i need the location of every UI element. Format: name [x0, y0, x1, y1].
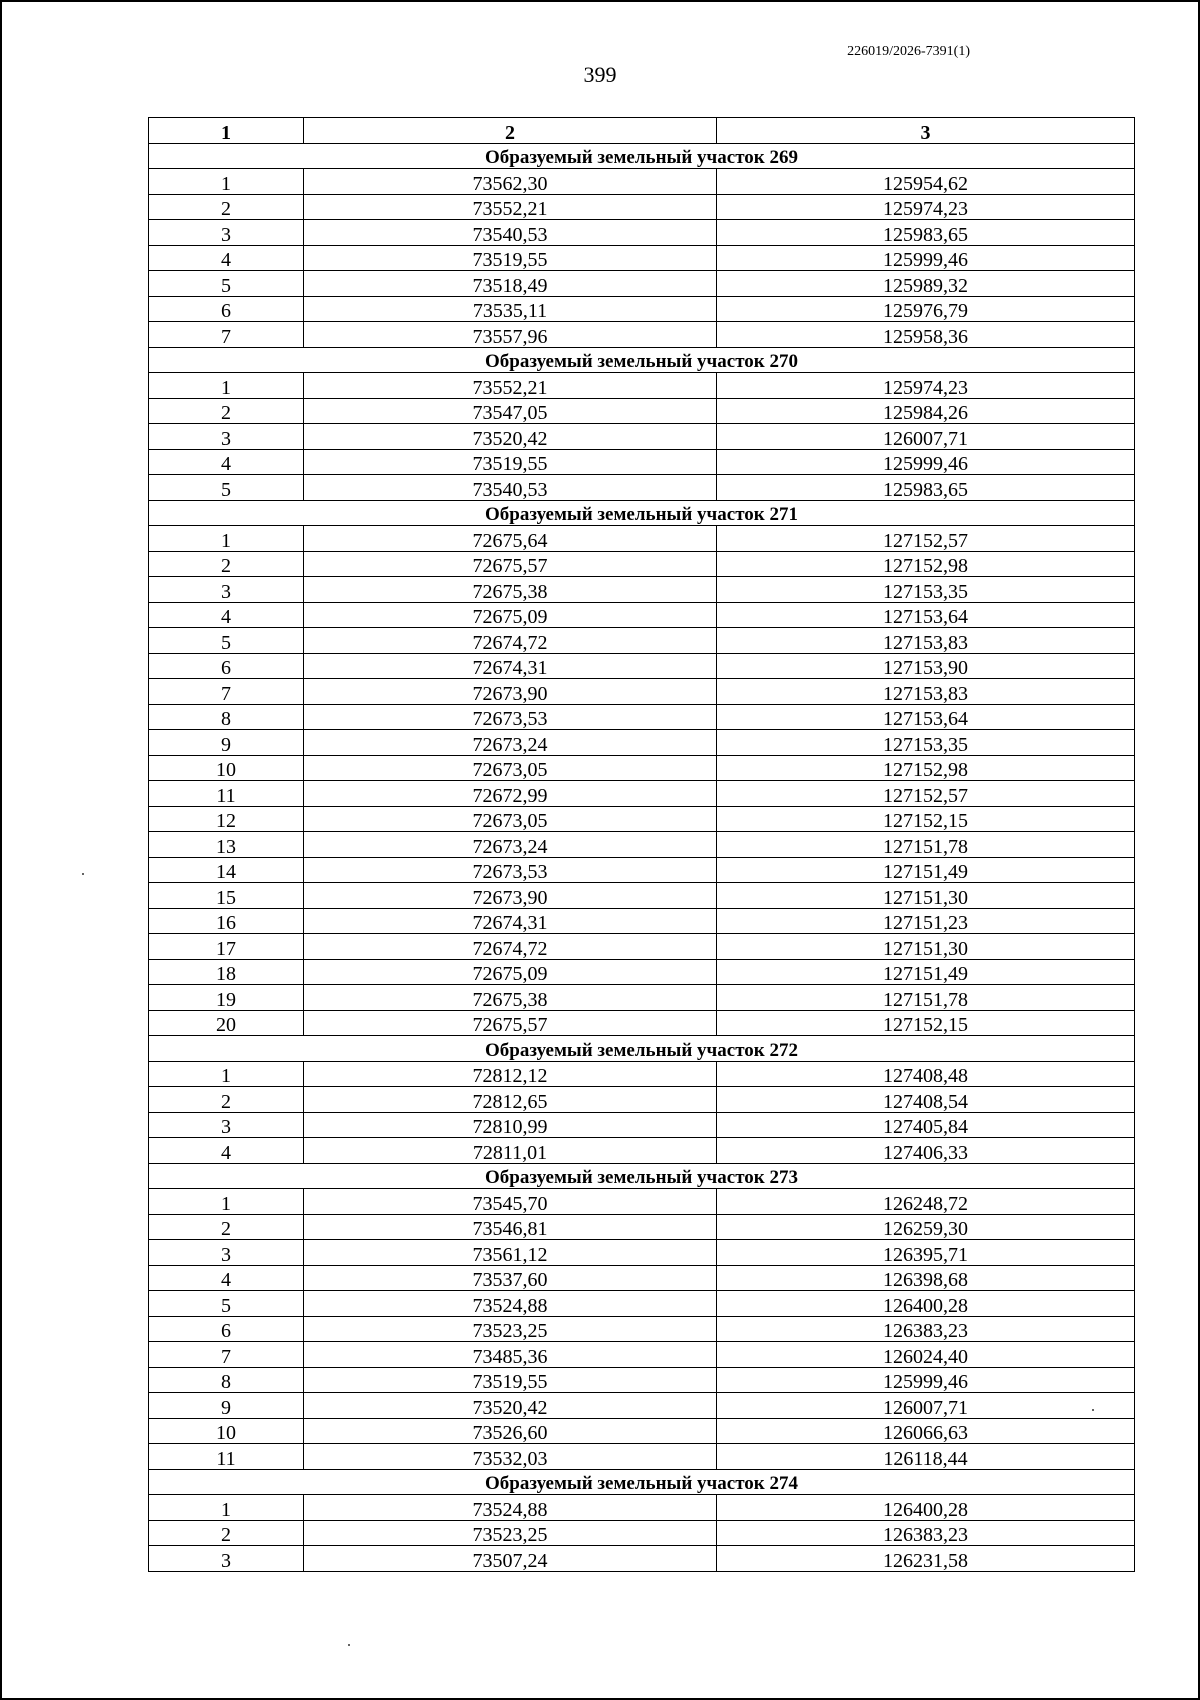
coordinate-y-cell: 127408,54 [717, 1087, 1135, 1113]
table-row [149, 526, 1135, 552]
coordinate-x-cell: 72675,38 [304, 985, 717, 1011]
point-number-cell: 1 [149, 169, 304, 195]
coordinate-x-cell: 73537,60 [304, 1265, 717, 1291]
coordinate-y-cell: 126395,71 [717, 1240, 1135, 1266]
coordinate-x-cell: 72812,65 [304, 1087, 717, 1113]
point-number-cell: 3 [149, 1546, 304, 1572]
point-number-cell: 4 [149, 245, 304, 271]
point-number-cell: 9 [149, 730, 304, 756]
table-row [149, 1265, 1135, 1291]
table-row [149, 245, 1135, 271]
coordinate-y-cell: 127406,33 [717, 1138, 1135, 1164]
coordinate-x-cell: 72674,31 [304, 908, 717, 934]
coordinate-x-cell: 73523,25 [304, 1316, 717, 1342]
point-number-cell: 2 [149, 1214, 304, 1240]
point-number-cell: 2 [149, 398, 304, 424]
table-row [149, 806, 1135, 832]
coordinate-y-cell: 127153,90 [717, 653, 1135, 679]
table-row [149, 1418, 1135, 1444]
point-number-cell: 9 [149, 1393, 304, 1419]
coordinate-x-cell: 73526,60 [304, 1418, 717, 1444]
point-number-cell: 6 [149, 1316, 304, 1342]
point-number-cell: 20 [149, 1010, 304, 1036]
table-row [149, 169, 1135, 195]
coordinate-x-cell: 73562,30 [304, 169, 717, 195]
coordinate-x-cell: 73519,55 [304, 1367, 717, 1393]
page-number: 399 [583, 62, 617, 87]
coordinate-x-cell: 72675,09 [304, 602, 717, 628]
coordinate-x-cell: 72675,57 [304, 551, 717, 577]
point-number-cell: 3 [149, 220, 304, 246]
coordinate-y-cell: 127151,23 [717, 908, 1135, 934]
point-number-cell: 3 [149, 1112, 304, 1138]
table-row [149, 755, 1135, 781]
coordinate-x-cell: 72673,53 [304, 704, 717, 730]
coordinate-y-cell: 125983,65 [717, 475, 1135, 501]
coordinates-table [148, 117, 1135, 1572]
coordinate-y-cell: 127152,98 [717, 755, 1135, 781]
point-number-cell: 5 [149, 1291, 304, 1317]
coordinate-x-cell: 72675,09 [304, 959, 717, 985]
table-row [149, 1520, 1135, 1546]
coordinate-y-cell: 127151,49 [717, 857, 1135, 883]
scan-speck [348, 1644, 350, 1646]
table-header-row [149, 118, 1135, 144]
scan-speck [1092, 1409, 1094, 1411]
coordinate-x-cell: 73540,53 [304, 220, 717, 246]
point-number-cell: 4 [149, 602, 304, 628]
point-number-cell: 1 [149, 526, 304, 552]
coordinate-x-cell: 73524,88 [304, 1291, 717, 1317]
coordinate-y-cell: 127405,84 [717, 1112, 1135, 1138]
coordinate-y-cell: 126231,58 [717, 1546, 1135, 1572]
point-number-cell: 7 [149, 1342, 304, 1368]
point-number-cell: 1 [149, 373, 304, 399]
table-row [149, 602, 1135, 628]
section-title-row [149, 500, 1135, 526]
table-row [149, 1189, 1135, 1215]
point-number-cell: 3 [149, 424, 304, 450]
coordinate-x-cell: 72673,05 [304, 755, 717, 781]
point-number-cell: 1 [149, 1189, 304, 1215]
coordinate-x-cell: 72673,53 [304, 857, 717, 883]
point-number-cell: 5 [149, 271, 304, 297]
coordinate-x-cell: 73532,03 [304, 1444, 717, 1470]
point-number-cell: 15 [149, 883, 304, 909]
coordinate-x-cell: 73561,12 [304, 1240, 717, 1266]
section-title: Образуемый земельный участок 274 [149, 1469, 1135, 1495]
table-row [149, 296, 1135, 322]
coordinate-y-cell: 126118,44 [717, 1444, 1135, 1470]
coordinate-x-cell: 72812,12 [304, 1061, 717, 1087]
section-title: Образуемый земельный участок 273 [149, 1163, 1135, 1189]
table-row [149, 1495, 1135, 1521]
point-number-cell: 11 [149, 781, 304, 807]
coordinate-y-cell: 127153,83 [717, 628, 1135, 654]
section-title: Образуемый земельный участок 269 [149, 143, 1135, 169]
coordinate-y-cell: 127151,78 [717, 985, 1135, 1011]
coordinate-x-cell: 73519,55 [304, 245, 717, 271]
coordinate-y-cell: 125983,65 [717, 220, 1135, 246]
table-row [149, 1367, 1135, 1393]
section-title-row [149, 347, 1135, 373]
point-number-cell: 8 [149, 1367, 304, 1393]
coordinate-x-cell: 72810,99 [304, 1112, 717, 1138]
coordinate-x-cell: 73557,96 [304, 322, 717, 348]
table-row [149, 1342, 1135, 1368]
table-row [149, 398, 1135, 424]
point-number-cell: 14 [149, 857, 304, 883]
point-number-cell: 2 [149, 194, 304, 220]
table-row [149, 883, 1135, 909]
coordinate-x-cell: 72675,38 [304, 577, 717, 603]
coordinate-x-cell: 73552,21 [304, 373, 717, 399]
section-title: Образуемый земельный участок 272 [149, 1036, 1135, 1062]
table-row [149, 1240, 1135, 1266]
point-number-cell: 7 [149, 322, 304, 348]
coordinate-y-cell: 125974,23 [717, 373, 1135, 399]
coordinate-y-cell: 127151,49 [717, 959, 1135, 985]
coordinate-x-cell: 72674,72 [304, 628, 717, 654]
point-number-cell: 10 [149, 755, 304, 781]
table-row [149, 475, 1135, 501]
coordinate-x-cell: 73520,42 [304, 424, 717, 450]
table-row [149, 985, 1135, 1011]
table-row [149, 628, 1135, 654]
coordinate-y-cell: 126007,71 [717, 424, 1135, 450]
coordinate-x-cell: 73546,81 [304, 1214, 717, 1240]
table-row [149, 1546, 1135, 1572]
coordinate-x-cell: 73540,53 [304, 475, 717, 501]
table-row [149, 1214, 1135, 1240]
section-title: Образуемый земельный участок 271 [149, 500, 1135, 526]
point-number-cell: 4 [149, 1265, 304, 1291]
point-number-cell: 4 [149, 449, 304, 475]
point-number-cell: 2 [149, 551, 304, 577]
section-title-row [149, 1036, 1135, 1062]
table-row [149, 424, 1135, 450]
column-header-number: 1 [149, 118, 304, 144]
table-row [149, 1010, 1135, 1036]
coordinate-y-cell: 126400,28 [717, 1291, 1135, 1317]
table-row [149, 653, 1135, 679]
coordinate-x-cell: 72674,72 [304, 934, 717, 960]
document-number: 226019/2026-7391(1) [847, 44, 970, 59]
coordinate-y-cell: 127151,30 [717, 934, 1135, 960]
coordinate-y-cell: 126400,28 [717, 1495, 1135, 1521]
coordinate-y-cell: 126024,40 [717, 1342, 1135, 1368]
table-row [149, 220, 1135, 246]
table-row [149, 1444, 1135, 1470]
column-header-y: 3 [717, 118, 1135, 144]
coordinate-y-cell: 127152,57 [717, 526, 1135, 552]
coordinates-table-body [149, 118, 1135, 1572]
coordinate-y-cell: 127151,78 [717, 832, 1135, 858]
coordinate-y-cell: 126066,63 [717, 1418, 1135, 1444]
point-number-cell: 18 [149, 959, 304, 985]
coordinate-y-cell: 125999,46 [717, 449, 1135, 475]
section-title-row [149, 1163, 1135, 1189]
table-row [149, 551, 1135, 577]
coordinate-x-cell: 73523,25 [304, 1520, 717, 1546]
coordinate-y-cell: 127152,57 [717, 781, 1135, 807]
point-number-cell: 6 [149, 296, 304, 322]
point-number-cell: 6 [149, 653, 304, 679]
coordinate-y-cell: 125976,79 [717, 296, 1135, 322]
coordinate-x-cell: 73524,88 [304, 1495, 717, 1521]
coordinate-y-cell: 125999,46 [717, 245, 1135, 271]
coordinate-y-cell: 125974,23 [717, 194, 1135, 220]
section-title-row [149, 1469, 1135, 1495]
table-row [149, 1087, 1135, 1113]
point-number-cell: 4 [149, 1138, 304, 1164]
table-row [149, 934, 1135, 960]
coordinate-y-cell: 127152,15 [717, 806, 1135, 832]
coordinate-y-cell: 125954,62 [717, 169, 1135, 195]
coordinate-y-cell: 127408,48 [717, 1061, 1135, 1087]
coordinate-y-cell: 125984,26 [717, 398, 1135, 424]
coordinate-y-cell: 127152,15 [717, 1010, 1135, 1036]
point-number-cell: 3 [149, 1240, 304, 1266]
table-row [149, 1291, 1135, 1317]
coordinate-y-cell: 126248,72 [717, 1189, 1135, 1215]
table-row [149, 832, 1135, 858]
table-row [149, 1138, 1135, 1164]
coordinate-x-cell: 72673,90 [304, 679, 717, 705]
coordinate-y-cell: 127153,35 [717, 577, 1135, 603]
point-number-cell: 13 [149, 832, 304, 858]
point-number-cell: 11 [149, 1444, 304, 1470]
coordinate-y-cell: 126007,71 [717, 1393, 1135, 1419]
table-row [149, 908, 1135, 934]
section-title: Образуемый земельный участок 270 [149, 347, 1135, 373]
table-row [149, 959, 1135, 985]
scan-speck [82, 873, 84, 875]
coordinate-x-cell: 73552,21 [304, 194, 717, 220]
coordinate-x-cell: 72674,31 [304, 653, 717, 679]
coordinate-y-cell: 125989,32 [717, 271, 1135, 297]
table-row [149, 271, 1135, 297]
table-row [149, 704, 1135, 730]
table-row [149, 1061, 1135, 1087]
table-row [149, 577, 1135, 603]
table-row [149, 679, 1135, 705]
section-title-row [149, 143, 1135, 169]
coordinate-y-cell: 126383,23 [717, 1520, 1135, 1546]
table-row [149, 1112, 1135, 1138]
coordinate-x-cell: 73545,70 [304, 1189, 717, 1215]
coordinate-x-cell: 73519,55 [304, 449, 717, 475]
table-row [149, 373, 1135, 399]
table-row [149, 1393, 1135, 1419]
point-number-cell: 19 [149, 985, 304, 1011]
point-number-cell: 2 [149, 1087, 304, 1113]
coordinate-y-cell: 127153,35 [717, 730, 1135, 756]
point-number-cell: 5 [149, 628, 304, 654]
point-number-cell: 17 [149, 934, 304, 960]
coordinate-x-cell: 73535,11 [304, 296, 717, 322]
coordinate-y-cell: 127151,30 [717, 883, 1135, 909]
coordinate-x-cell: 72675,64 [304, 526, 717, 552]
point-number-cell: 7 [149, 679, 304, 705]
point-number-cell: 3 [149, 577, 304, 603]
coordinate-y-cell: 126398,68 [717, 1265, 1135, 1291]
coordinate-x-cell: 72673,24 [304, 832, 717, 858]
coordinate-x-cell: 72672,99 [304, 781, 717, 807]
point-number-cell: 12 [149, 806, 304, 832]
coordinate-x-cell: 73507,24 [304, 1546, 717, 1572]
coordinate-x-cell: 73547,05 [304, 398, 717, 424]
point-number-cell: 1 [149, 1061, 304, 1087]
point-number-cell: 1 [149, 1495, 304, 1521]
coordinate-y-cell: 126259,30 [717, 1214, 1135, 1240]
column-header-x: 2 [304, 118, 717, 144]
coordinate-x-cell: 72675,57 [304, 1010, 717, 1036]
table-row [149, 194, 1135, 220]
point-number-cell: 2 [149, 1520, 304, 1546]
table-row [149, 730, 1135, 756]
coordinate-x-cell: 72673,05 [304, 806, 717, 832]
coordinate-y-cell: 125958,36 [717, 322, 1135, 348]
point-number-cell: 5 [149, 475, 304, 501]
coordinate-y-cell: 125999,46 [717, 1367, 1135, 1393]
table-row [149, 857, 1135, 883]
coordinate-x-cell: 72811,01 [304, 1138, 717, 1164]
table-row [149, 781, 1135, 807]
coordinate-x-cell: 73518,49 [304, 271, 717, 297]
coordinate-y-cell: 126383,23 [717, 1316, 1135, 1342]
point-number-cell: 10 [149, 1418, 304, 1444]
coordinate-x-cell: 73485,36 [304, 1342, 717, 1368]
point-number-cell: 16 [149, 908, 304, 934]
coordinate-y-cell: 127152,98 [717, 551, 1135, 577]
coordinate-y-cell: 127153,83 [717, 679, 1135, 705]
coordinate-x-cell: 72673,90 [304, 883, 717, 909]
coordinate-x-cell: 72673,24 [304, 730, 717, 756]
table-row [149, 449, 1135, 475]
point-number-cell: 8 [149, 704, 304, 730]
coordinate-y-cell: 127153,64 [717, 602, 1135, 628]
coordinate-x-cell: 73520,42 [304, 1393, 717, 1419]
coordinate-y-cell: 127153,64 [717, 704, 1135, 730]
table-row [149, 1316, 1135, 1342]
table-row [149, 322, 1135, 348]
